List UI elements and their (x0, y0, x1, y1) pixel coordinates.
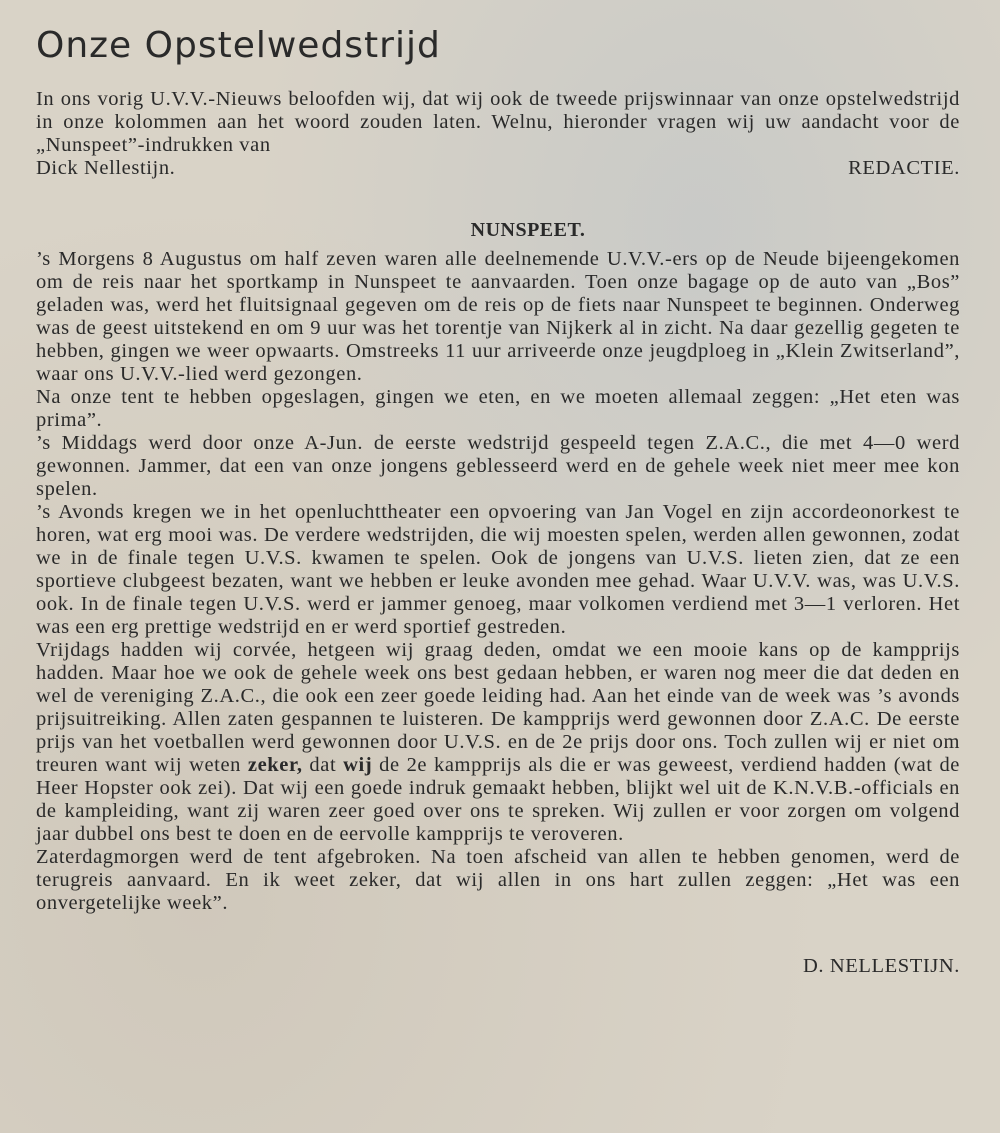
intro-author-name: Dick Nellestijn. (36, 157, 176, 179)
intro-last-line (36, 157, 960, 180)
article-body (36, 248, 960, 915)
redactie-signoff: REDACTIE. (848, 157, 960, 179)
vrijdag-text-2: dat (309, 754, 337, 776)
vrijdag-text-1: Vrijdags hadden wij corvée, hetgeen wij graag deden, omdat we een mooie kans op de kampprijs hadden. Maar hoe we ook de gehele week ons best gedaan hebben, er waren nog meer die dat deden en wel de vereniging Z.A.C., die ook een zeer goede leiding had. Aan het einde van de week was ’s avonds prijsuitreiking. Allen zaten gespannen te luisteren. De kampprijs werd gewonnen door Z.A.C. De eerste prijs van het voetballen werd gewonnen door U.V.S. en de 2e prijs door ons. Toch zullen wij er niet om treuren want wij weten (36, 639, 960, 776)
article-title: NUNSPEET. (470, 219, 586, 241)
emphasis-zeker: zeker, (247, 754, 303, 776)
author-signature: D. NELLESTIJN. (802, 955, 960, 977)
article-paragraph: ’s Avonds kregen we in het openluchttheater een opvoering van Jan Vogel en zijn accordeonorkest te horen, wat erg mooi was. De verdere wedstrijden, die wij moesten spelen, werden allen gewonnen, zodat we in de finale tegen U.V.S. kwamen te spelen. Ook de jongens van U.V.S. lieten zien, dat ze een sportieve clubgeest bezaten, want we hebben er leuke avonden mee gehad. Waar U.V.V. was, was U.V.S. ook. In de finale tegen U.V.S. werd er jammer genoeg, maar volkomen verdiend met 3—1 verloren. Het was een erg prettige wedstrijd en er werd sportief gestreden. (36, 501, 960, 638)
article-paragraph-vrijdag (36, 639, 960, 846)
article-paragraph: Na onze tent te hebben opgeslagen, gingen we eten, en we moeten allemaal zeggen: „Het eten was prima”. (36, 386, 960, 431)
vrijdag-text-3: de 2e kampprijs als die er was geweest, verdiend hadden (wat de Heer Hopster ook zei). Dat wij een goede indruk gemaakt hebben, blijkt wel uit de K.N.V.B.-officials en de kampleiding, want zij waren zeer goed over ons te spreken. Wij zullen er voor zorgen om volgend jaar dubbel ons best te doen en de eervolle kampprijs te veroveren. (36, 754, 961, 845)
article-paragraph: ’s Middags werd door onze A-Jun. de eerste wedstrijd gespeeld tegen Z.A.C., die met 4—0 werd gewonnen. Jammer, dat een van onze jongens geblesseerd werd en de gehele week niet meer mee kon spelen. (36, 432, 960, 500)
article-paragraph: Zaterdagmorgen werd de tent afgebroken. Na toen afscheid van allen te hebben genomen, werd de terugreis aanvaard. En ik weet zeker, dat wij allen in ons hart zullen zeggen: „Het was een onvergetelijke week”. (36, 846, 960, 914)
page-title: Onze Opstelwedstrijd (36, 25, 441, 66)
emphasis-wij: wij (343, 754, 373, 776)
article-paragraph: ’s Morgens 8 Augustus om half zeven waren alle deelnemende U.V.V.-ers op de Neude bijeengekomen om de reis naar het sportkamp in Nunspeet te aanvaarden. Toen onze bagage op de auto van „Bos” geladen was, werd het fluitsignaal gegeven om de reis op de fiets naar Nunspeet te beginnen. Onderweg was de geest uitstekend en om 9 uur was het torentje van Nijkerk al in zicht. Na daar gezellig gegeten te hebben, gingen we weer opwaarts. Omstreeks 11 uur arriveerde onze jeugdploeg in „Klein Zwitserland”, waar ons U.V.V.-lied werd gezongen. (36, 248, 960, 385)
intro-paragraph: In ons vorig U.V.V.-Nieuws beloofden wij, dat wij ook de tweede prijswinnaar van onze opstelwedstrijd in onze kolommen aan het woord zouden laten. Welnu, hieronder vragen wij uw aandacht voor de „Nunspeet”-indrukken van (36, 88, 960, 156)
